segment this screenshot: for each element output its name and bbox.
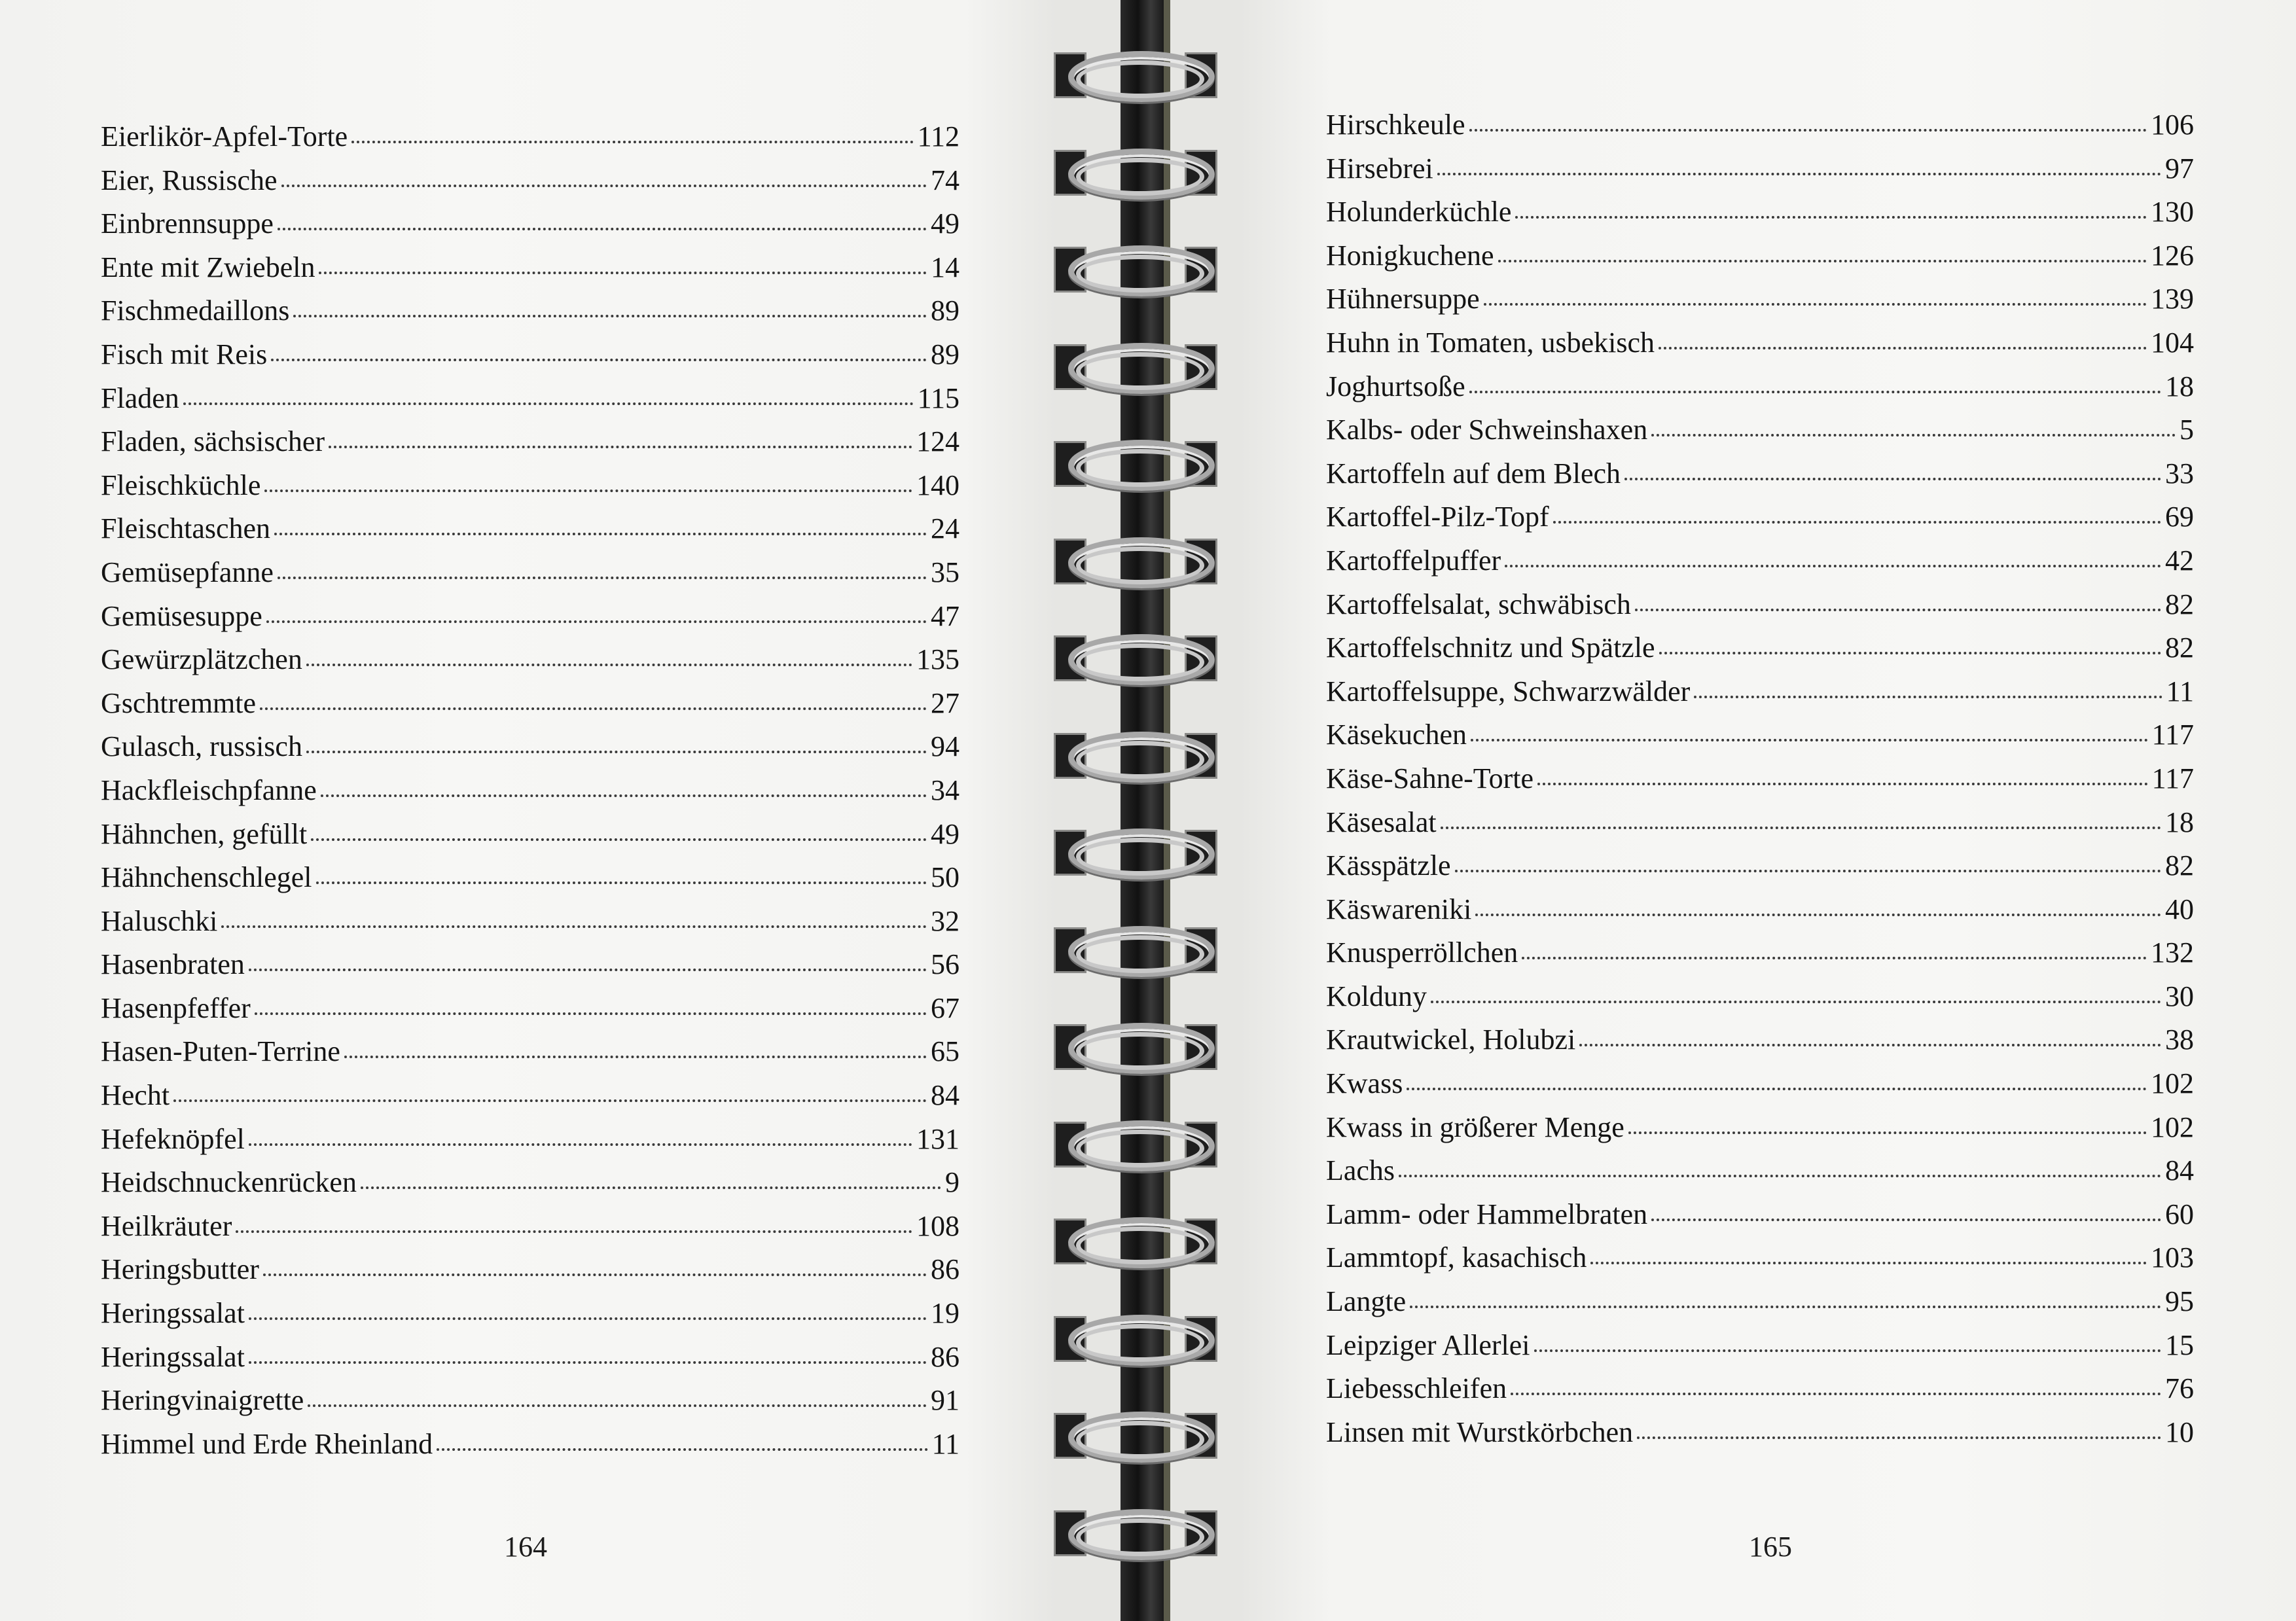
- dot-leader: [183, 395, 914, 405]
- ring-wire: [1076, 1130, 1204, 1167]
- index-entry: [1326, 1367, 2194, 1411]
- entry-page-number: 69: [2165, 501, 2194, 533]
- dot-leader: [1522, 949, 2147, 959]
- entry-page-number: 35: [931, 556, 960, 588]
- entry-title: Kwass: [1326, 1067, 1403, 1100]
- dot-leader: [221, 917, 927, 928]
- index-entry: [1326, 844, 2194, 888]
- entry-title: Fischmedaillons: [101, 294, 290, 327]
- dot-leader: [263, 1266, 927, 1276]
- dot-leader: [255, 1005, 927, 1015]
- dot-leader: [311, 830, 927, 841]
- ring-wire: [1076, 449, 1204, 487]
- entry-page-number: 130: [2151, 196, 2194, 228]
- entry-title: Gewürzplätzchen: [101, 643, 302, 676]
- dot-leader: [1635, 601, 2161, 611]
- entry-title: Eier, Russische: [101, 164, 278, 196]
- index-entry: [101, 377, 960, 421]
- binding-ring: [1054, 1212, 1217, 1267]
- entry-page-number: 40: [2165, 893, 2194, 925]
- dot-leader: [1534, 1342, 2161, 1352]
- ring-wire: [1076, 546, 1204, 584]
- index-entry: [1326, 757, 2194, 801]
- ring-wire: [1076, 1032, 1204, 1070]
- entry-title: Hasen-Puten-Terrine: [101, 1035, 340, 1068]
- dot-leader: [344, 1048, 927, 1058]
- entry-page-number: 132: [2151, 936, 2194, 969]
- index-entry: [1326, 1106, 2194, 1150]
- binding-ring: [1054, 1115, 1217, 1170]
- dot-leader: [236, 1222, 912, 1233]
- entry-page-number: 106: [2151, 109, 2194, 141]
- index-entry: [101, 1379, 960, 1423]
- index-entry: [101, 725, 960, 769]
- spiral-binding: [1047, 0, 1257, 1621]
- entry-page-number: 19: [931, 1297, 960, 1330]
- left-page: [0, 0, 1060, 1621]
- dot-leader: [249, 1353, 927, 1364]
- entry-title: Gemüsesuppe: [101, 599, 262, 632]
- index-entry: [101, 246, 960, 290]
- binding-ring: [1054, 1504, 1217, 1559]
- binding-ring: [1054, 1406, 1217, 1461]
- entry-title: Haluschki: [101, 904, 218, 937]
- ring-wire: [1076, 255, 1204, 293]
- entry-page-number: 108: [916, 1209, 960, 1242]
- index-entry: [1326, 277, 2194, 321]
- entry-page-number: 89: [931, 338, 960, 370]
- index-entry: [101, 987, 960, 1031]
- entry-title: Kartoffelschnitz und Spätzle: [1326, 632, 1655, 664]
- entry-title: Einbrennsuppe: [101, 207, 274, 240]
- binding-ring: [1054, 143, 1217, 198]
- dot-leader: [1511, 1385, 2161, 1395]
- entry-page-number: 49: [931, 817, 960, 850]
- entry-page-number: 84: [2165, 1154, 2194, 1187]
- entry-title: Käsekuchen: [1326, 719, 1467, 751]
- entry-title: Holunderküchle: [1326, 196, 1512, 228]
- index-entry: [101, 1292, 960, 1336]
- entry-title: Linsen mit Wurstkörbchen: [1326, 1416, 1634, 1448]
- entry-page-number: 140: [916, 469, 960, 501]
- ring-wire: [1076, 1324, 1204, 1362]
- index-entry: [101, 420, 960, 464]
- dot-leader: [1505, 557, 2161, 567]
- entry-title: Fladen, sächsischer: [101, 425, 325, 458]
- index-entry: [101, 1336, 960, 1380]
- ring-wire: [1076, 643, 1204, 681]
- ring-wire: [1076, 1421, 1204, 1459]
- dot-leader: [260, 700, 927, 710]
- dot-leader: [329, 438, 912, 448]
- entry-title: Lammtopf, kasachisch: [1326, 1241, 1587, 1274]
- dot-leader: [266, 613, 927, 623]
- dot-leader: [264, 482, 912, 492]
- entry-title: Hühnersuppe: [1326, 283, 1480, 315]
- dot-leader: [1659, 644, 2161, 654]
- entry-title: Hirschkeule: [1326, 109, 1465, 141]
- entry-title: Hähnchenschlegel: [101, 861, 312, 894]
- index-entry: [1326, 452, 2194, 496]
- index-entry: [101, 1205, 960, 1249]
- entry-page-number: 38: [2165, 1024, 2194, 1056]
- dot-leader: [1651, 1211, 2161, 1221]
- index-entry: [101, 856, 960, 900]
- index-entry: [101, 115, 960, 159]
- entry-page-number: 126: [2151, 239, 2194, 272]
- dot-leader: [319, 264, 927, 274]
- index-entry: [101, 1118, 960, 1162]
- entry-title: Fladen: [101, 382, 179, 414]
- entry-page-number: 14: [931, 251, 960, 283]
- index-entry: [1326, 931, 2194, 975]
- entry-page-number: 102: [2151, 1067, 2194, 1100]
- index-entry: [101, 769, 960, 813]
- index-entry: [101, 202, 960, 246]
- dot-leader: [293, 307, 927, 317]
- entry-page-number: 82: [2165, 849, 2194, 882]
- index-entry: [1326, 1193, 2194, 1237]
- index-entry: [101, 813, 960, 857]
- entry-title: Hirsebrei: [1326, 152, 1433, 185]
- binding-ring: [1054, 435, 1217, 490]
- entry-title: Lachs: [1326, 1154, 1395, 1187]
- dot-leader: [1455, 862, 2161, 872]
- dot-leader: [308, 1397, 927, 1407]
- entry-page-number: 10: [2165, 1416, 2194, 1448]
- entry-title: Hähnchen, gefüllt: [101, 817, 308, 850]
- page-number-right: 165: [1749, 1531, 1792, 1563]
- binding-ring: [1054, 921, 1217, 976]
- index-entry: [101, 289, 960, 333]
- ring-wire: [1076, 741, 1204, 779]
- entry-page-number: 32: [931, 904, 960, 937]
- dot-leader: [351, 133, 913, 143]
- index-entry: [101, 943, 960, 987]
- index-entry: [101, 1161, 960, 1205]
- ring-wire: [1076, 935, 1204, 973]
- dot-leader: [1475, 906, 2161, 916]
- entry-page-number: 135: [916, 643, 960, 676]
- entry-page-number: 27: [931, 686, 960, 719]
- entry-title: Kwass in größerer Menge: [1326, 1111, 1624, 1143]
- entry-page-number: 103: [2151, 1241, 2194, 1274]
- entry-page-number: 112: [917, 120, 960, 152]
- index-entry: [101, 1248, 960, 1292]
- binding-ring: [1054, 1309, 1217, 1364]
- dot-leader: [274, 525, 927, 535]
- entry-page-number: 89: [931, 294, 960, 327]
- index-entry: [1326, 408, 2194, 452]
- index-entry: [101, 638, 960, 682]
- index-entry: [101, 159, 960, 203]
- entry-title: Käswareniki: [1326, 893, 1472, 925]
- entry-page-number: 47: [931, 599, 960, 632]
- dot-leader: [316, 874, 927, 884]
- entry-page-number: 5: [2179, 414, 2194, 446]
- dot-leader: [249, 1309, 927, 1320]
- entry-page-number: 50: [931, 861, 960, 894]
- entry-title: Eierlikör-Apfel-Torte: [101, 120, 348, 152]
- entry-page-number: 34: [931, 774, 960, 806]
- entry-title: Kartoffel-Pilz-Topf: [1326, 501, 1549, 533]
- dot-leader: [1469, 121, 2147, 132]
- entry-page-number: 124: [916, 425, 960, 458]
- entry-page-number: 84: [931, 1079, 960, 1112]
- entry-title: Joghurtsoße: [1326, 370, 1465, 402]
- dot-leader: [1431, 993, 2161, 1003]
- entry-title: Gulasch, russisch: [101, 730, 302, 763]
- entry-page-number: 65: [931, 1035, 960, 1068]
- dot-leader: [1537, 775, 2148, 785]
- dot-leader: [437, 1440, 928, 1451]
- index-entry: [101, 464, 960, 508]
- dot-leader: [249, 961, 927, 971]
- dot-leader: [1484, 295, 2147, 306]
- entry-page-number: 42: [2165, 544, 2194, 577]
- ring-wire: [1076, 352, 1204, 390]
- index-entry: [1326, 801, 2194, 845]
- binding-ring: [1054, 240, 1217, 295]
- entry-title: Knusperröllchen: [1326, 936, 1518, 969]
- dot-leader: [1515, 208, 2147, 219]
- dot-leader: [271, 351, 927, 361]
- entry-title: Hecht: [101, 1079, 170, 1112]
- ring-wire: [1076, 1226, 1204, 1264]
- entry-title: Kartoffelsalat, schwäbisch: [1326, 588, 1631, 620]
- index-entry: [101, 1030, 960, 1074]
- entry-page-number: 24: [931, 512, 960, 545]
- index-entry: [1326, 1324, 2194, 1368]
- dot-leader: [249, 1135, 912, 1146]
- index-entry: [1326, 713, 2194, 757]
- index-entry: [1326, 1062, 2194, 1106]
- entry-page-number: 60: [2165, 1198, 2194, 1230]
- index-entry: [101, 1074, 960, 1118]
- index-entry: [101, 1423, 960, 1467]
- entry-page-number: 117: [2151, 719, 2194, 751]
- binding-ring: [1054, 46, 1217, 101]
- index-entry: [101, 551, 960, 595]
- entry-page-number: 86: [931, 1340, 960, 1373]
- index-entry: [1326, 1411, 2194, 1455]
- dot-leader: [321, 787, 927, 797]
- index-list-left: [101, 115, 960, 1466]
- entry-title: Heringvinaigrette: [101, 1384, 304, 1417]
- dot-leader: [1579, 1036, 2161, 1046]
- index-entry: [1326, 103, 2194, 147]
- binding-ring: [1054, 338, 1217, 393]
- entry-title: Heidschnuckenrücken: [101, 1166, 357, 1199]
- index-list-right: [1326, 103, 2194, 1454]
- entry-title: Fleischtaschen: [101, 512, 271, 545]
- entry-page-number: 11: [2166, 675, 2194, 707]
- binding-ring: [1054, 1018, 1217, 1073]
- index-entry: [1326, 888, 2194, 932]
- page-number-left: 164: [504, 1531, 547, 1563]
- ring-wire: [1076, 158, 1204, 196]
- ring-wire: [1076, 1518, 1204, 1556]
- dot-leader: [173, 1092, 927, 1102]
- entry-title: Heringssalat: [101, 1297, 245, 1330]
- entry-title: Ente mit Zwiebeln: [101, 251, 315, 283]
- entry-page-number: 74: [931, 164, 960, 196]
- entry-title: Fisch mit Reis: [101, 338, 268, 370]
- dot-leader: [361, 1179, 941, 1189]
- index-entry: [1326, 975, 2194, 1019]
- entry-title: Langte: [1326, 1285, 1407, 1318]
- dot-leader: [1624, 470, 2161, 480]
- dot-leader: [1407, 1080, 2147, 1090]
- index-entry: [1326, 1280, 2194, 1324]
- entry-title: Krautwickel, Holubzi: [1326, 1024, 1576, 1056]
- dot-leader: [1498, 252, 2147, 262]
- entry-page-number: 104: [2151, 326, 2194, 359]
- entry-title: Käsesalat: [1326, 806, 1437, 838]
- entry-page-number: 67: [931, 991, 960, 1024]
- entry-page-number: 115: [917, 382, 960, 414]
- entry-title: Heringssalat: [101, 1340, 245, 1373]
- index-entry: [1326, 583, 2194, 627]
- entry-page-number: 56: [931, 948, 960, 981]
- entry-title: Liebesschleifen: [1326, 1372, 1507, 1405]
- entry-page-number: 95: [2165, 1285, 2194, 1318]
- index-entry: [101, 900, 960, 944]
- index-entry: [101, 595, 960, 639]
- entry-page-number: 18: [2165, 370, 2194, 402]
- index-entry: [1326, 234, 2194, 278]
- dot-leader: [1399, 1167, 2161, 1177]
- entry-page-number: 15: [2165, 1328, 2194, 1361]
- entry-page-number: 82: [2165, 632, 2194, 664]
- dot-leader: [1659, 339, 2147, 349]
- entry-title: Gschtremmte: [101, 686, 257, 719]
- entry-page-number: 11: [931, 1427, 960, 1460]
- dot-leader: [1694, 688, 2162, 698]
- dot-leader: [1628, 1124, 2147, 1134]
- entry-page-number: 86: [931, 1253, 960, 1286]
- entry-page-number: 139: [2151, 283, 2194, 315]
- entry-page-number: 82: [2165, 588, 2194, 620]
- dot-leader: [1469, 383, 2161, 393]
- dot-leader: [306, 656, 912, 666]
- index-entry: [1326, 321, 2194, 365]
- entry-page-number: 94: [931, 730, 960, 763]
- binding-ring: [1054, 532, 1217, 587]
- entry-title: Hackfleischpfanne: [101, 774, 317, 806]
- dot-leader: [1471, 731, 2148, 741]
- index-entry: [1326, 1149, 2194, 1193]
- entry-page-number: 131: [916, 1122, 960, 1155]
- index-entry: [1326, 495, 2194, 539]
- binding-ring: [1054, 823, 1217, 878]
- dot-leader: [1590, 1254, 2147, 1264]
- entry-title: Kässpätzle: [1326, 849, 1451, 882]
- entry-title: Hasenbraten: [101, 948, 245, 981]
- entry-title: Kolduny: [1326, 980, 1427, 1012]
- index-entry: [1326, 539, 2194, 583]
- entry-title: Heringsbutter: [101, 1253, 259, 1286]
- dot-leader: [1410, 1298, 2161, 1308]
- ring-wire: [1076, 60, 1204, 98]
- entry-title: Gemüsepfanne: [101, 556, 274, 588]
- entry-title: Leipziger Allerlei: [1326, 1328, 1530, 1361]
- dot-leader: [306, 743, 927, 753]
- entry-title: Fleischküchle: [101, 469, 261, 501]
- index-entry: [1326, 626, 2194, 670]
- entry-page-number: 33: [2165, 457, 2194, 490]
- entry-title: Hasenpfeffer: [101, 991, 251, 1024]
- entry-title: Heilkräuter: [101, 1209, 232, 1242]
- index-entry: [101, 682, 960, 726]
- entry-page-number: 102: [2151, 1111, 2194, 1143]
- entry-page-number: 49: [931, 207, 960, 240]
- entry-page-number: 76: [2165, 1372, 2194, 1405]
- dot-leader: [281, 177, 927, 187]
- entry-title: Kartoffelsuppe, Schwarzwälder: [1326, 675, 1691, 707]
- dot-leader: [278, 220, 927, 230]
- index-entry: [1326, 670, 2194, 714]
- dot-leader: [278, 569, 927, 579]
- entry-page-number: 30: [2165, 980, 2194, 1012]
- dot-leader: [1441, 819, 2161, 829]
- entry-title: Kalbs- oder Schweinshaxen: [1326, 414, 1648, 446]
- entry-title: Huhn in Tomaten, usbekisch: [1326, 326, 1655, 359]
- index-entry: [101, 507, 960, 551]
- index-entry: [1326, 1236, 2194, 1280]
- entry-title: Lamm- oder Hammelbraten: [1326, 1198, 1648, 1230]
- index-entry: [1326, 1018, 2194, 1062]
- dot-leader: [1437, 165, 2161, 175]
- entry-title: Himmel und Erde Rheinland: [101, 1427, 433, 1460]
- binding-ring: [1054, 726, 1217, 781]
- entry-page-number: 91: [931, 1384, 960, 1417]
- dot-leader: [1651, 426, 2176, 436]
- entry-page-number: 9: [945, 1166, 960, 1199]
- entry-title: Kartoffelpuffer: [1326, 544, 1501, 577]
- entry-page-number: 97: [2165, 152, 2194, 185]
- ring-wire: [1076, 838, 1204, 876]
- entry-page-number: 117: [2151, 762, 2194, 794]
- index-entry: [101, 333, 960, 377]
- entry-page-number: 18: [2165, 806, 2194, 838]
- index-entry: [1326, 190, 2194, 234]
- index-entry: [1326, 365, 2194, 409]
- dot-leader: [1637, 1429, 2161, 1439]
- binding-ring: [1054, 629, 1217, 684]
- entry-title: Käse-Sahne-Torte: [1326, 762, 1534, 794]
- index-entry: [1326, 147, 2194, 191]
- dot-leader: [1553, 513, 2161, 524]
- entry-title: Kartoffeln auf dem Blech: [1326, 457, 1621, 490]
- entry-title: Hefeknöpfel: [101, 1122, 245, 1155]
- entry-title: Honigkuchene: [1326, 239, 1494, 272]
